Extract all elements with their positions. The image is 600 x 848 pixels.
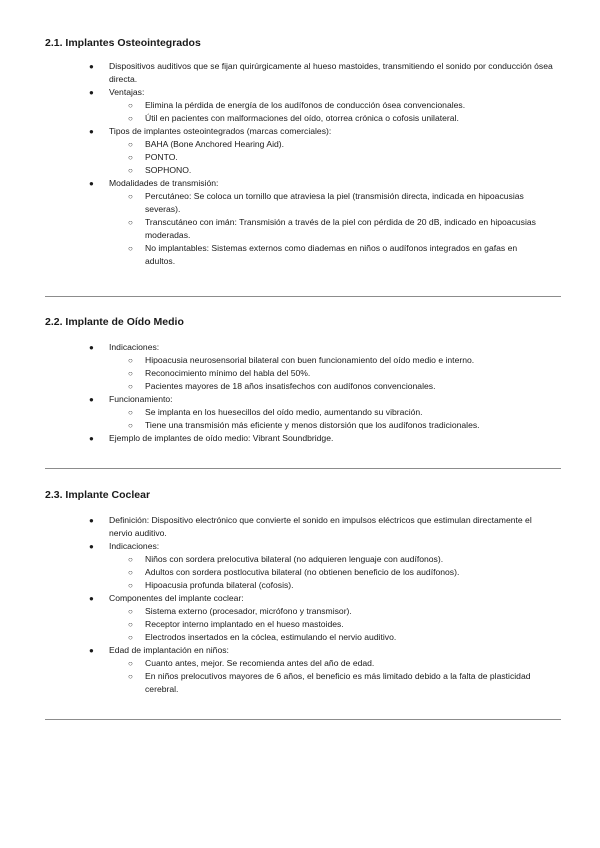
- section-divider: [45, 296, 561, 297]
- list-item: ● Dispositivos auditivos que se fijan quirúrgicamente al hueso mastoides, transmitiendo el sonido por conducción ósea directa.: [89, 61, 553, 84]
- bullet-circle-icon: ○: [128, 672, 133, 681]
- bullet-circle-icon: ○: [128, 153, 133, 162]
- bullet-dot-icon: ●: [89, 434, 94, 443]
- bullet-circle-icon: ○: [128, 369, 133, 378]
- sub-list-item: ○ Transcutáneo con imán: Transmisión a través de la piel con pérdida de 20 dB, indicado en hipoacusias moderadas.: [128, 217, 536, 240]
- list-item: ● Ventajas:: [89, 87, 145, 97]
- sub-list-item: ○ En niños prelocutivos mayores de 6 años, el beneficio es más limitado debido a la falta de plasticidad cerebral.: [128, 671, 531, 694]
- list-item: ● Componentes del implante coclear:: [89, 593, 244, 603]
- sub-list-item: ○ Hipoacusia neurosensorial bilateral con buen funcionamiento del oído medio e interno.: [128, 355, 475, 365]
- bullet-dot-icon: ●: [89, 343, 94, 352]
- list-item: ● Modalidades de transmisión:: [89, 178, 219, 188]
- bullet-circle-icon: ○: [128, 633, 133, 642]
- bullet-circle-icon: ○: [128, 659, 133, 668]
- bullet-circle-icon: ○: [128, 244, 133, 253]
- bullet-dot-icon: ●: [89, 516, 94, 525]
- sub-list-item: ○ Percutáneo: Se coloca un tornillo que atraviesa la piel (transmisión directa, indicada en hipoacusias severas).: [128, 191, 524, 214]
- list-item: ● Funcionamiento:: [89, 394, 173, 404]
- list-item: ● Edad de implantación en niños:: [89, 645, 229, 655]
- bullet-circle-icon: ○: [128, 555, 133, 564]
- sub-list-item: ○ BAHA (Bone Anchored Hearing Aid).: [128, 139, 285, 149]
- section-divider: [45, 719, 561, 720]
- sub-list-item: ○ Hipoacusia profunda bilateral (cofosis).: [128, 580, 294, 590]
- bullet-circle-icon: ○: [128, 607, 133, 616]
- bullet-circle-icon: ○: [128, 114, 133, 123]
- sub-list-item: ○ Tiene una transmisión más eficiente y menos distorsión que los audífonos tradicionales.: [128, 420, 480, 430]
- bullet-circle-icon: ○: [128, 581, 133, 590]
- section-osteointegrados: [45, 37, 561, 268]
- sub-list-item: ○ Niños con sordera prelocutiva bilateral (no adquieren lenguaje con audífonos).: [128, 554, 444, 564]
- bullet-dot-icon: ●: [89, 646, 94, 655]
- bullet-circle-icon: ○: [128, 382, 133, 391]
- list-item: ● Ejemplo de implantes de oído medio: Vibrant Soundbridge.: [89, 433, 334, 443]
- sub-list-item: ○ Sistema externo (procesador, micrófono y transmisor).: [128, 606, 352, 616]
- sub-list-item: ○ SOPHONO.: [128, 165, 192, 175]
- section-title: 2.1. Implantes Osteointegrados: [45, 37, 201, 49]
- sub-list-item: ○ Cuanto antes, mejor. Se recomienda antes del año de edad.: [128, 658, 375, 668]
- list-item: ● Definición: Dispositivo electrónico que convierte el sonido en impulsos eléctricos que estimulan directamente el nervio auditivo.: [89, 515, 532, 538]
- section-oido-medio: [45, 316, 561, 445]
- bullet-list: [45, 514, 561, 696]
- bullet-dot-icon: ●: [89, 542, 94, 551]
- bullet-circle-icon: ○: [128, 218, 133, 227]
- list-item: ● Indicaciones:: [89, 342, 160, 352]
- bullet-circle-icon: ○: [128, 421, 133, 430]
- bullet-dot-icon: ●: [89, 88, 94, 97]
- bullet-circle-icon: ○: [128, 101, 133, 110]
- sub-list-item: ○ Útil en pacientes con malformaciones del oído, otorrea crónica o cofosis unilateral.: [128, 113, 459, 123]
- bullet-dot-icon: ●: [89, 62, 94, 71]
- list-item: ● Indicaciones:: [89, 541, 160, 551]
- bullet-dot-icon: ●: [89, 594, 94, 603]
- sub-list-item: ○ Adultos con sordera postlocutiva bilateral (no obtienen beneficio de los audífonos).: [128, 567, 460, 577]
- sub-list-item: ○ Receptor interno implantado en el hueso mastoides.: [128, 619, 344, 629]
- bullet-dot-icon: ●: [89, 395, 94, 404]
- bullet-circle-icon: ○: [128, 568, 133, 577]
- bullet-list: [45, 341, 561, 445]
- bullet-circle-icon: ○: [128, 166, 133, 175]
- bullet-dot-icon: ●: [89, 179, 94, 188]
- list-item: ● Tipos de implantes osteointegrados (marcas comerciales):: [89, 126, 332, 136]
- section-divider: [45, 468, 561, 469]
- section-title: 2.2. Implante de Oído Medio: [45, 316, 184, 328]
- bullet-circle-icon: ○: [128, 192, 133, 201]
- sub-list-item: ○ Elimina la pérdida de energía de los audífonos de conducción ósea convencionales.: [128, 100, 466, 110]
- section-implante-coclear: [45, 489, 561, 696]
- section-title: 2.3. Implante Coclear: [45, 489, 151, 501]
- bullet-dot-icon: ●: [89, 127, 94, 136]
- sub-list-item: ○ PONTO.: [128, 152, 178, 162]
- bullet-list: [45, 60, 561, 268]
- sub-list-item: ○ Reconocimiento mínimo del habla del 50%.: [128, 368, 311, 378]
- bullet-circle-icon: ○: [128, 356, 133, 365]
- sub-list-item: ○ Electrodos insertados en la cóclea, estimulando el nervio auditivo.: [128, 632, 397, 642]
- bullet-circle-icon: ○: [128, 408, 133, 417]
- sub-list-item: ○ No implantables: Sistemas externos como diademas en niños o audífonos integrados en gafas en adultos.: [128, 243, 518, 266]
- sub-list-item: ○ Pacientes mayores de 18 años insatisfechos con audífonos convencionales.: [128, 381, 436, 391]
- bullet-circle-icon: ○: [128, 620, 133, 629]
- sub-list-item: ○ Se implanta en los huesecillos del oído medio, aumentando su vibración.: [128, 407, 423, 417]
- bullet-circle-icon: ○: [128, 140, 133, 149]
